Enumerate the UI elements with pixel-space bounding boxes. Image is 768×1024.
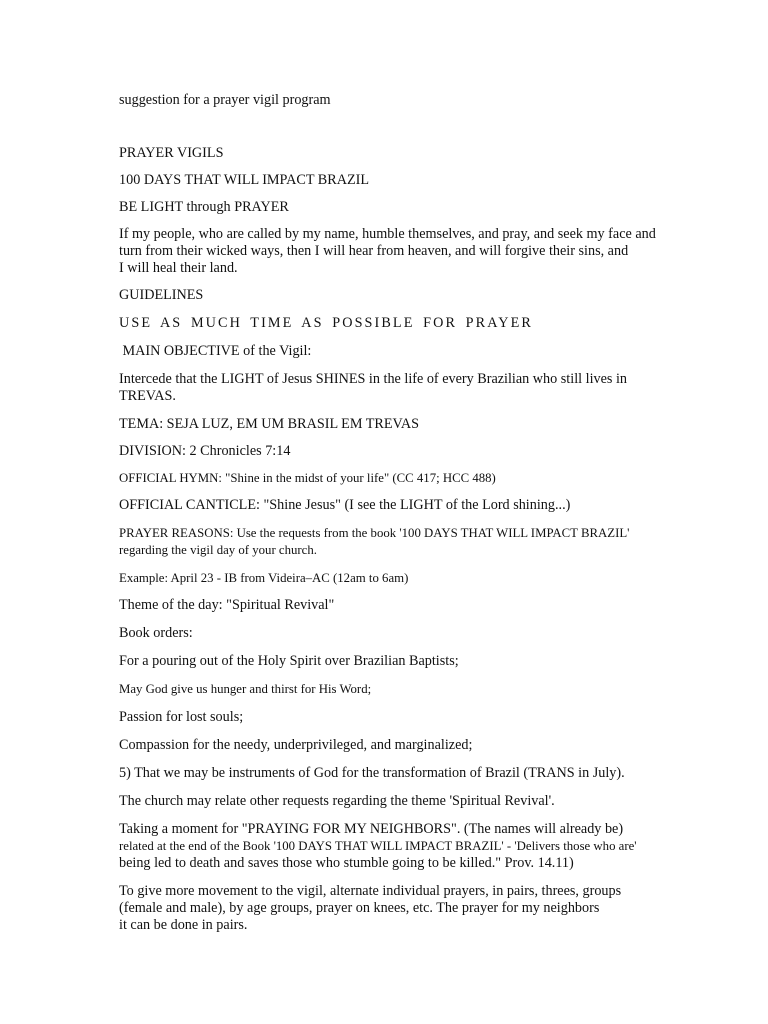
order-item: Compassion for the needy, underprivileged, and marginalized; [119,737,473,753]
canticle-text: OFFICIAL CANTICLE: "Shine Jesus" (I see the LIGHT of the Lord shining...) [119,497,571,513]
intro-text: suggestion for a prayer vigil program [119,92,331,108]
tema-text: TEMA: SEJA LUZ, EM UM BRASIL EM TREVAS [119,416,420,432]
theme-of-day-text: Theme of the day: "Spiritual Revival" [119,597,335,613]
neighbors-line: related at the end of the Book '100 DAYS THAT WILL IMPACT BRAZIL' - 'Delivers those who are' [119,839,637,853]
document-title: 100 DAYS THAT WILL IMPACT BRAZIL [119,172,370,188]
order-item: May God give us hunger and thirst for His Word; [119,682,372,696]
verse-paragraph [119,226,679,277]
neighbors-line: being led to death and saves those who stumble going to be killed." Prov. 14.11) [119,855,574,871]
time-rule-text: USE AS MUCH TIME AS POSSIBLE FOR PRAYER [119,315,533,331]
document-body [119,92,679,934]
neighbors-paragraph [119,821,679,872]
division-text: DIVISION: 2 Chronicles 7:14 [119,443,291,459]
objective-line: Intercede that the LIGHT of Jesus SHINES in the life of every Brazilian who still lives in [119,371,627,387]
reasons-paragraph [119,525,679,559]
neighbors-line: Taking a moment for "PRAYING FOR MY NEIGHBORS". (The names will already be) [119,821,624,837]
reasons-line: PRAYER REASONS: Use the requests from the book '100 DAYS THAT WILL IMPACT BRAZIL' [119,526,630,540]
movement-line: To give more movement to the vigil, alternate individual prayers, in pairs, threes, groups [119,883,622,899]
book-orders-label: Book orders: [119,625,193,641]
movement-line: (female and male), by age groups, prayer on knees, etc. The prayer for my neighbors [119,900,600,916]
other-requests-text: The church may relate other requests regarding the theme 'Spiritual Revival'. [119,793,555,809]
order-item: For a pouring out of the Holy Spirit over Brazilian Baptists; [119,653,459,669]
order-item: 5) That we may be instruments of God for the transformation of Brazil (TRANS in July). [119,765,625,781]
objective-line: TREVAS. [119,388,176,404]
verse-line: I will heal their land. [119,260,238,276]
objective-label: MAIN OBJECTIVE of the Vigil: [119,343,312,359]
hymn-text: OFFICIAL HYMN: "Shine in the midst of your life" (CC 417; HCC 488) [119,471,496,485]
verse-line: If my people, who are called by my name, humble themselves, and pray, and seek my face and [119,226,656,242]
order-item: Passion for lost souls; [119,709,244,725]
heading-prayer-vigils: PRAYER VIGILS [119,145,224,161]
example-text: Example: April 23 - IB from Videira–AC (12am to 6am) [119,571,409,585]
verse-line: turn from their wicked ways, then I will hear from heaven, and will forgive their sins, and [119,243,629,259]
motto-text: BE LIGHT through PRAYER [119,199,289,215]
guidelines-heading: GUIDELINES [119,287,204,303]
objective-paragraph [119,371,679,405]
reasons-line: regarding the vigil day of your church. [119,543,317,557]
movement-line: it can be done in pairs. [119,917,248,933]
movement-paragraph [119,883,679,934]
